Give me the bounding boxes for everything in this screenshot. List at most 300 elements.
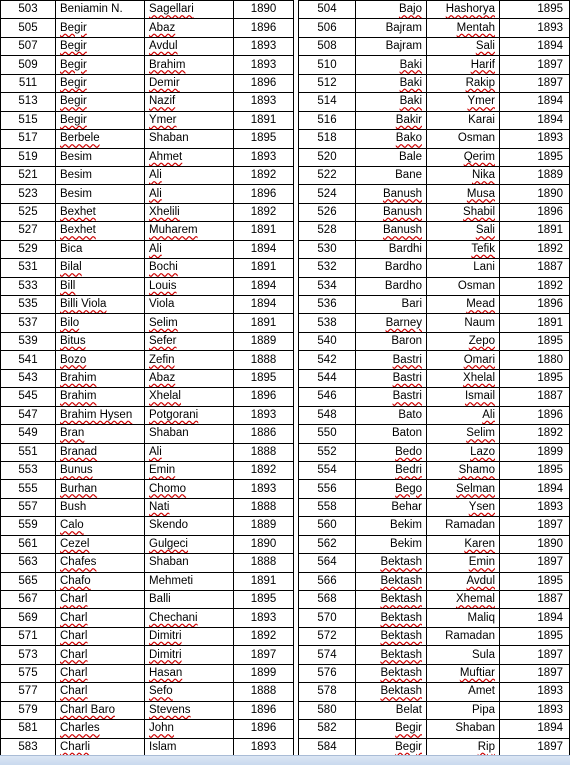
- last-name-cell[interactable]: [145, 646, 234, 664]
- first-name-cell[interactable]: [356, 738, 427, 756]
- birth-year-cell[interactable]: [234, 720, 294, 738]
- first-name-cell[interactable]: [56, 572, 145, 590]
- first-name-cell[interactable]: [356, 646, 427, 664]
- row-number-cell[interactable]: [1, 56, 56, 74]
- birth-year-cell[interactable]: [234, 37, 294, 55]
- first-name-cell[interactable]: [356, 388, 427, 406]
- last-name-cell[interactable]: [427, 56, 500, 74]
- first-name-cell[interactable]: [56, 296, 145, 314]
- birth-year-cell[interactable]: [500, 369, 570, 387]
- last-name-cell[interactable]: [145, 554, 234, 572]
- first-name-cell[interactable]: [56, 277, 145, 295]
- birth-year-cell[interactable]: [500, 646, 570, 664]
- first-name-cell[interactable]: [356, 369, 427, 387]
- first-name-cell[interactable]: [56, 609, 145, 627]
- row-number-cell[interactable]: [1, 572, 56, 590]
- row-number-cell[interactable]: [1, 664, 56, 682]
- first-name-cell[interactable]: [356, 259, 427, 277]
- row-number-cell[interactable]: [299, 166, 356, 184]
- first-name-cell[interactable]: [356, 351, 427, 369]
- last-name-cell[interactable]: [427, 425, 500, 443]
- first-name-cell[interactable]: [356, 664, 427, 682]
- row-number-cell[interactable]: [299, 701, 356, 719]
- row-number-cell[interactable]: [1, 591, 56, 609]
- row-number-cell[interactable]: [1, 554, 56, 572]
- first-name-cell[interactable]: [56, 19, 145, 37]
- first-name-cell[interactable]: [56, 130, 145, 148]
- first-name-cell[interactable]: [356, 130, 427, 148]
- row-number-cell[interactable]: [1, 314, 56, 332]
- row-number-cell[interactable]: [1, 480, 56, 498]
- row-number-cell[interactable]: [1, 388, 56, 406]
- birth-year-cell[interactable]: [234, 222, 294, 240]
- first-name-cell[interactable]: [356, 461, 427, 479]
- birth-year-cell[interactable]: [500, 591, 570, 609]
- row-number-cell[interactable]: [299, 388, 356, 406]
- birth-year-cell[interactable]: [500, 701, 570, 719]
- first-name-cell[interactable]: [356, 19, 427, 37]
- birth-year-cell[interactable]: [500, 19, 570, 37]
- row-number-cell[interactable]: [1, 240, 56, 258]
- first-name-cell[interactable]: [56, 369, 145, 387]
- last-name-cell[interactable]: [145, 627, 234, 645]
- birth-year-cell[interactable]: [234, 461, 294, 479]
- row-number-cell[interactable]: [1, 683, 56, 701]
- birth-year-cell[interactable]: [234, 609, 294, 627]
- row-number-cell[interactable]: [1, 461, 56, 479]
- first-name-cell[interactable]: [356, 93, 427, 111]
- first-name-cell[interactable]: [56, 443, 145, 461]
- birth-year-cell[interactable]: [500, 609, 570, 627]
- first-name-cell[interactable]: [56, 148, 145, 166]
- row-number-cell[interactable]: [1, 425, 56, 443]
- last-name-cell[interactable]: [427, 572, 500, 590]
- last-name-cell[interactable]: [427, 480, 500, 498]
- last-name-cell[interactable]: [427, 609, 500, 627]
- last-name-cell[interactable]: [427, 461, 500, 479]
- first-name-cell[interactable]: [56, 591, 145, 609]
- birth-year-cell[interactable]: [500, 1, 570, 19]
- last-name-cell[interactable]: [427, 185, 500, 203]
- birth-year-cell[interactable]: [234, 738, 294, 756]
- first-name-cell[interactable]: [56, 222, 145, 240]
- birth-year-cell[interactable]: [500, 37, 570, 55]
- birth-year-cell[interactable]: [500, 480, 570, 498]
- last-name-cell[interactable]: [145, 351, 234, 369]
- first-name-cell[interactable]: [56, 203, 145, 221]
- birth-year-cell[interactable]: [500, 461, 570, 479]
- birth-year-cell[interactable]: [234, 1, 294, 19]
- birth-year-cell[interactable]: [234, 130, 294, 148]
- first-name-cell[interactable]: [356, 37, 427, 55]
- last-name-cell[interactable]: [145, 1, 234, 19]
- row-number-cell[interactable]: [1, 19, 56, 37]
- row-number-cell[interactable]: [299, 720, 356, 738]
- last-name-cell[interactable]: [427, 498, 500, 516]
- row-number-cell[interactable]: [1, 222, 56, 240]
- last-name-cell[interactable]: [145, 683, 234, 701]
- row-number-cell[interactable]: [1, 93, 56, 111]
- first-name-cell[interactable]: [356, 222, 427, 240]
- birth-year-cell[interactable]: [234, 498, 294, 516]
- birth-year-cell[interactable]: [234, 296, 294, 314]
- birth-year-cell[interactable]: [500, 406, 570, 424]
- birth-year-cell[interactable]: [234, 443, 294, 461]
- last-name-cell[interactable]: [145, 701, 234, 719]
- last-name-cell[interactable]: [427, 646, 500, 664]
- first-name-cell[interactable]: [356, 554, 427, 572]
- birth-year-cell[interactable]: [500, 93, 570, 111]
- last-name-cell[interactable]: [427, 591, 500, 609]
- birth-year-cell[interactable]: [234, 406, 294, 424]
- row-number-cell[interactable]: [299, 277, 356, 295]
- last-name-cell[interactable]: [145, 406, 234, 424]
- birth-year-cell[interactable]: [234, 240, 294, 258]
- birth-year-cell[interactable]: [500, 738, 570, 756]
- first-name-cell[interactable]: [356, 720, 427, 738]
- birth-year-cell[interactable]: [234, 572, 294, 590]
- birth-year-cell[interactable]: [234, 56, 294, 74]
- last-name-cell[interactable]: [145, 93, 234, 111]
- birth-year-cell[interactable]: [234, 627, 294, 645]
- row-number-cell[interactable]: [1, 74, 56, 92]
- last-name-cell[interactable]: [145, 443, 234, 461]
- first-name-cell[interactable]: [56, 111, 145, 129]
- row-number-cell[interactable]: [1, 277, 56, 295]
- birth-year-cell[interactable]: [500, 185, 570, 203]
- birth-year-cell[interactable]: [500, 56, 570, 74]
- row-number-cell[interactable]: [299, 425, 356, 443]
- first-name-cell[interactable]: [356, 683, 427, 701]
- row-number-cell[interactable]: [299, 406, 356, 424]
- row-number-cell[interactable]: [1, 351, 56, 369]
- last-name-cell[interactable]: [427, 130, 500, 148]
- first-name-cell[interactable]: [356, 609, 427, 627]
- birth-year-cell[interactable]: [500, 222, 570, 240]
- row-number-cell[interactable]: [1, 498, 56, 516]
- last-name-cell[interactable]: [427, 664, 500, 682]
- first-name-cell[interactable]: [356, 535, 427, 553]
- row-number-cell[interactable]: [1, 609, 56, 627]
- last-name-cell[interactable]: [427, 701, 500, 719]
- birth-year-cell[interactable]: [500, 517, 570, 535]
- first-name-cell[interactable]: [356, 572, 427, 590]
- last-name-cell[interactable]: [145, 148, 234, 166]
- birth-year-cell[interactable]: [500, 148, 570, 166]
- row-number-cell[interactable]: [299, 148, 356, 166]
- row-number-cell[interactable]: [299, 203, 356, 221]
- birth-year-cell[interactable]: [234, 554, 294, 572]
- birth-year-cell[interactable]: [500, 572, 570, 590]
- row-number-cell[interactable]: [1, 166, 56, 184]
- birth-year-cell[interactable]: [234, 148, 294, 166]
- row-number-cell[interactable]: [299, 222, 356, 240]
- first-name-cell[interactable]: [56, 683, 145, 701]
- birth-year-cell[interactable]: [234, 93, 294, 111]
- last-name-cell[interactable]: [145, 277, 234, 295]
- first-name-cell[interactable]: [56, 646, 145, 664]
- last-name-cell[interactable]: [145, 388, 234, 406]
- birth-year-cell[interactable]: [234, 351, 294, 369]
- last-name-cell[interactable]: [427, 240, 500, 258]
- last-name-cell[interactable]: [145, 130, 234, 148]
- first-name-cell[interactable]: [356, 56, 427, 74]
- row-number-cell[interactable]: [299, 498, 356, 516]
- row-number-cell[interactable]: [299, 369, 356, 387]
- row-number-cell[interactable]: [1, 1, 56, 19]
- row-number-cell[interactable]: [299, 93, 356, 111]
- row-number-cell[interactable]: [299, 738, 356, 756]
- row-number-cell[interactable]: [1, 701, 56, 719]
- row-number-cell[interactable]: [299, 74, 356, 92]
- birth-year-cell[interactable]: [500, 443, 570, 461]
- last-name-cell[interactable]: [427, 720, 500, 738]
- birth-year-cell[interactable]: [234, 425, 294, 443]
- last-name-cell[interactable]: [145, 738, 234, 756]
- last-name-cell[interactable]: [145, 203, 234, 221]
- first-name-cell[interactable]: [56, 314, 145, 332]
- last-name-cell[interactable]: [427, 535, 500, 553]
- birth-year-cell[interactable]: [500, 130, 570, 148]
- birth-year-cell[interactable]: [234, 591, 294, 609]
- last-name-cell[interactable]: [145, 535, 234, 553]
- birth-year-cell[interactable]: [234, 480, 294, 498]
- row-number-cell[interactable]: [299, 332, 356, 350]
- row-number-cell[interactable]: [1, 130, 56, 148]
- birth-year-cell[interactable]: [234, 74, 294, 92]
- last-name-cell[interactable]: [427, 738, 500, 756]
- last-name-cell[interactable]: [145, 74, 234, 92]
- row-number-cell[interactable]: [1, 37, 56, 55]
- row-number-cell[interactable]: [299, 19, 356, 37]
- last-name-cell[interactable]: [145, 425, 234, 443]
- row-number-cell[interactable]: [299, 517, 356, 535]
- first-name-cell[interactable]: [56, 425, 145, 443]
- first-name-cell[interactable]: [56, 185, 145, 203]
- first-name-cell[interactable]: [356, 277, 427, 295]
- row-number-cell[interactable]: [1, 720, 56, 738]
- row-number-cell[interactable]: [1, 332, 56, 350]
- last-name-cell[interactable]: [145, 240, 234, 258]
- birth-year-cell[interactable]: [234, 664, 294, 682]
- row-number-cell[interactable]: [299, 185, 356, 203]
- birth-year-cell[interactable]: [234, 185, 294, 203]
- last-name-cell[interactable]: [427, 388, 500, 406]
- first-name-cell[interactable]: [356, 498, 427, 516]
- row-number-cell[interactable]: [299, 130, 356, 148]
- row-number-cell[interactable]: [1, 738, 56, 756]
- last-name-cell[interactable]: [145, 259, 234, 277]
- first-name-cell[interactable]: [56, 74, 145, 92]
- first-name-cell[interactable]: [56, 388, 145, 406]
- last-name-cell[interactable]: [427, 627, 500, 645]
- row-number-cell[interactable]: [299, 296, 356, 314]
- row-number-cell[interactable]: [299, 609, 356, 627]
- birth-year-cell[interactable]: [500, 240, 570, 258]
- first-name-cell[interactable]: [56, 461, 145, 479]
- birth-year-cell[interactable]: [234, 259, 294, 277]
- row-number-cell[interactable]: [299, 461, 356, 479]
- row-number-cell[interactable]: [299, 591, 356, 609]
- first-name-cell[interactable]: [356, 314, 427, 332]
- first-name-cell[interactable]: [56, 701, 145, 719]
- birth-year-cell[interactable]: [234, 203, 294, 221]
- first-name-cell[interactable]: [56, 720, 145, 738]
- last-name-cell[interactable]: [145, 369, 234, 387]
- birth-year-cell[interactable]: [234, 19, 294, 37]
- first-name-cell[interactable]: [356, 185, 427, 203]
- last-name-cell[interactable]: [427, 277, 500, 295]
- first-name-cell[interactable]: [56, 517, 145, 535]
- first-name-cell[interactable]: [56, 332, 145, 350]
- row-number-cell[interactable]: [1, 517, 56, 535]
- row-number-cell[interactable]: [299, 351, 356, 369]
- last-name-cell[interactable]: [145, 19, 234, 37]
- first-name-cell[interactable]: [56, 259, 145, 277]
- birth-year-cell[interactable]: [500, 277, 570, 295]
- first-name-cell[interactable]: [56, 554, 145, 572]
- row-number-cell[interactable]: [299, 259, 356, 277]
- first-name-cell[interactable]: [56, 1, 145, 19]
- last-name-cell[interactable]: [427, 1, 500, 19]
- last-name-cell[interactable]: [145, 166, 234, 184]
- birth-year-cell[interactable]: [234, 277, 294, 295]
- row-number-cell[interactable]: [299, 554, 356, 572]
- birth-year-cell[interactable]: [500, 720, 570, 738]
- last-name-cell[interactable]: [427, 148, 500, 166]
- row-number-cell[interactable]: [299, 1, 356, 19]
- row-number-cell[interactable]: [1, 185, 56, 203]
- last-name-cell[interactable]: [145, 37, 234, 55]
- last-name-cell[interactable]: [145, 498, 234, 516]
- first-name-cell[interactable]: [56, 664, 145, 682]
- row-number-cell[interactable]: [299, 683, 356, 701]
- row-number-cell[interactable]: [299, 572, 356, 590]
- birth-year-cell[interactable]: [500, 111, 570, 129]
- row-number-cell[interactable]: [1, 627, 56, 645]
- row-number-cell[interactable]: [1, 535, 56, 553]
- first-name-cell[interactable]: [356, 480, 427, 498]
- row-number-cell[interactable]: [1, 259, 56, 277]
- last-name-cell[interactable]: [427, 314, 500, 332]
- row-number-cell[interactable]: [1, 443, 56, 461]
- row-number-cell[interactable]: [299, 111, 356, 129]
- last-name-cell[interactable]: [427, 554, 500, 572]
- row-number-cell[interactable]: [299, 480, 356, 498]
- first-name-cell[interactable]: [56, 37, 145, 55]
- first-name-cell[interactable]: [56, 406, 145, 424]
- first-name-cell[interactable]: [356, 591, 427, 609]
- row-number-cell[interactable]: [1, 203, 56, 221]
- last-name-cell[interactable]: [427, 296, 500, 314]
- birth-year-cell[interactable]: [500, 166, 570, 184]
- first-name-cell[interactable]: [56, 535, 145, 553]
- last-name-cell[interactable]: [427, 683, 500, 701]
- birth-year-cell[interactable]: [234, 646, 294, 664]
- last-name-cell[interactable]: [427, 351, 500, 369]
- row-number-cell[interactable]: [299, 664, 356, 682]
- first-name-cell[interactable]: [356, 627, 427, 645]
- first-name-cell[interactable]: [56, 93, 145, 111]
- birth-year-cell[interactable]: [500, 74, 570, 92]
- last-name-cell[interactable]: [427, 74, 500, 92]
- birth-year-cell[interactable]: [234, 388, 294, 406]
- row-number-cell[interactable]: [299, 627, 356, 645]
- last-name-cell[interactable]: [427, 203, 500, 221]
- last-name-cell[interactable]: [145, 720, 234, 738]
- birth-year-cell[interactable]: [234, 535, 294, 553]
- birth-year-cell[interactable]: [500, 664, 570, 682]
- birth-year-cell[interactable]: [500, 296, 570, 314]
- row-number-cell[interactable]: [299, 37, 356, 55]
- last-name-cell[interactable]: [145, 664, 234, 682]
- last-name-cell[interactable]: [427, 332, 500, 350]
- row-number-cell[interactable]: [299, 535, 356, 553]
- last-name-cell[interactable]: [145, 185, 234, 203]
- last-name-cell[interactable]: [145, 572, 234, 590]
- birth-year-cell[interactable]: [500, 498, 570, 516]
- last-name-cell[interactable]: [427, 166, 500, 184]
- last-name-cell[interactable]: [145, 296, 234, 314]
- row-number-cell[interactable]: [299, 240, 356, 258]
- birth-year-cell[interactable]: [500, 554, 570, 572]
- birth-year-cell[interactable]: [234, 517, 294, 535]
- last-name-cell[interactable]: [145, 111, 234, 129]
- first-name-cell[interactable]: [56, 738, 145, 756]
- birth-year-cell[interactable]: [500, 203, 570, 221]
- first-name-cell[interactable]: [56, 166, 145, 184]
- birth-year-cell[interactable]: [234, 683, 294, 701]
- first-name-cell[interactable]: [56, 498, 145, 516]
- last-name-cell[interactable]: [145, 56, 234, 74]
- birth-year-cell[interactable]: [234, 332, 294, 350]
- last-name-cell[interactable]: [145, 609, 234, 627]
- first-name-cell[interactable]: [356, 166, 427, 184]
- row-number-cell[interactable]: [1, 296, 56, 314]
- last-name-cell[interactable]: [145, 517, 234, 535]
- first-name-cell[interactable]: [356, 74, 427, 92]
- first-name-cell[interactable]: [356, 203, 427, 221]
- last-name-cell[interactable]: [427, 259, 500, 277]
- first-name-cell[interactable]: [356, 701, 427, 719]
- first-name-cell[interactable]: [56, 627, 145, 645]
- birth-year-cell[interactable]: [500, 683, 570, 701]
- last-name-cell[interactable]: [145, 332, 234, 350]
- last-name-cell[interactable]: [145, 222, 234, 240]
- birth-year-cell[interactable]: [500, 535, 570, 553]
- last-name-cell[interactable]: [427, 406, 500, 424]
- first-name-cell[interactable]: [356, 332, 427, 350]
- last-name-cell[interactable]: [145, 461, 234, 479]
- first-name-cell[interactable]: [356, 148, 427, 166]
- row-number-cell[interactable]: [299, 314, 356, 332]
- row-number-cell[interactable]: [1, 369, 56, 387]
- first-name-cell[interactable]: [56, 480, 145, 498]
- first-name-cell[interactable]: [56, 56, 145, 74]
- first-name-cell[interactable]: [356, 240, 427, 258]
- first-name-cell[interactable]: [356, 1, 427, 19]
- row-number-cell[interactable]: [299, 443, 356, 461]
- row-number-cell[interactable]: [299, 646, 356, 664]
- last-name-cell[interactable]: [145, 314, 234, 332]
- last-name-cell[interactable]: [145, 480, 234, 498]
- first-name-cell[interactable]: [356, 425, 427, 443]
- row-number-cell[interactable]: [1, 111, 56, 129]
- first-name-cell[interactable]: [56, 351, 145, 369]
- last-name-cell[interactable]: [145, 591, 234, 609]
- row-number-cell[interactable]: [1, 646, 56, 664]
- last-name-cell[interactable]: [427, 369, 500, 387]
